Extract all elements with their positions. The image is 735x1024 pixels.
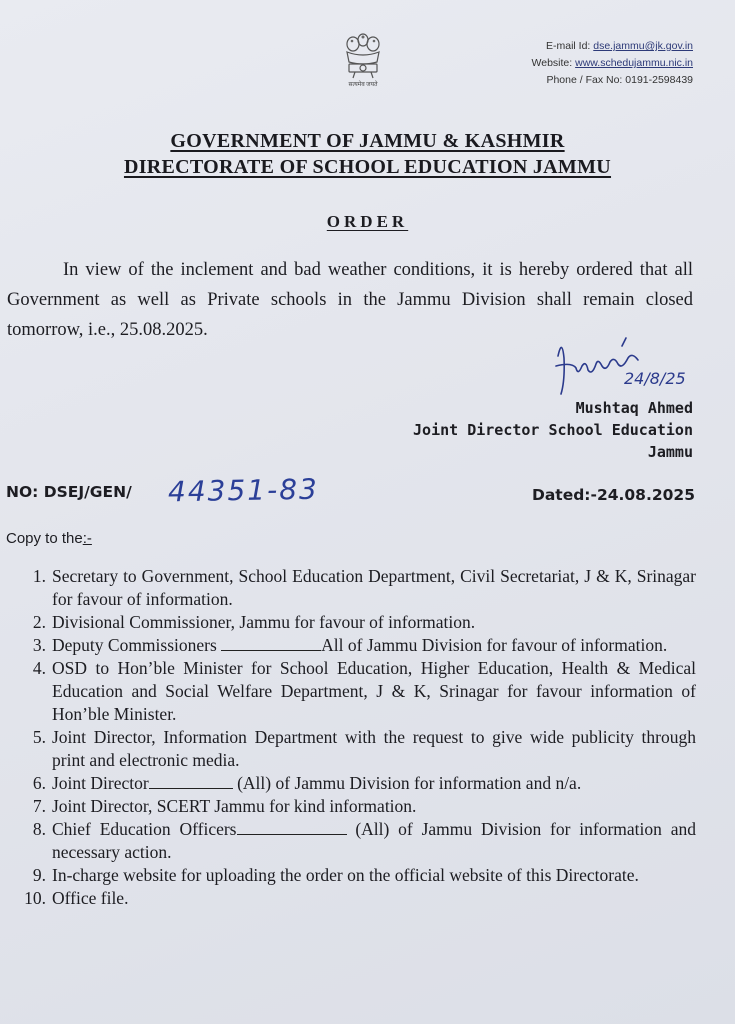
list-item-text <box>52 818 696 864</box>
order-date: Dated:-24.08.2025 <box>531 486 695 504</box>
order-body-text: In view of the inclement and bad weather conditions, it is hereby ordered that all Government as well as Private schools in the Jammu Division shall remain closed tomorrow, i.e., 25.08.2025. <box>7 260 693 340</box>
order-body <box>7 255 693 345</box>
list-item-text: Secretary to Government, School Education Department, Civil Secretariat, J & K, Srinagar for favour of information. <box>52 566 696 609</box>
list-item <box>20 795 696 818</box>
phone-line: Phone / Fax No: 0191-2598439 <box>546 74 693 86</box>
list-item-text: Office file. <box>52 888 129 908</box>
list-item-text-start: Chief Education Officers <box>52 819 237 839</box>
list-item-number: 9. <box>32 865 46 885</box>
directorate-heading <box>0 156 735 179</box>
emblem-caption: सत्यमेव जयते <box>348 82 378 88</box>
email-link[interactable]: dse.jammu@jk.gov.in <box>593 40 693 52</box>
list-item <box>20 887 696 910</box>
website-line <box>532 55 693 72</box>
order-heading-text: ORDER <box>326 212 409 231</box>
list-item-text: OSD to Hon’ble Minister for School Education, Higher Education, Health & Medical Education and Social Welfare Department, J & K, Srinagar for favour information of Hon’ble Minister. <box>52 658 696 724</box>
list-item-text: Joint Director, Information Department with the request to give wide publicity through print and electronic media. <box>52 727 696 770</box>
list-item <box>20 634 696 657</box>
list-item-number: 8. <box>32 819 46 839</box>
list-item <box>20 818 696 864</box>
government-heading-text: GOVERNMENT OF JAMMU & KASHMIR <box>170 130 565 152</box>
list-item-number: 10. <box>24 888 46 908</box>
list-item-number: 1. <box>32 566 46 586</box>
website-label: Website: <box>531 57 573 69</box>
signature-date: 24/8/25 <box>624 369 686 388</box>
list-item <box>20 726 696 772</box>
fill-in-blank <box>237 822 347 835</box>
copy-to-text: Copy to the <box>6 530 83 547</box>
signatory-block <box>413 397 693 463</box>
list-item-number: 6. <box>32 773 46 793</box>
government-heading <box>0 130 735 153</box>
list-item-text <box>52 772 696 795</box>
handwritten-signature <box>552 336 720 398</box>
list-item-number: 2. <box>32 612 46 632</box>
list-item-number: 3. <box>32 635 46 655</box>
order-number-label: NO: DSEJ/GEN/ <box>6 483 132 501</box>
copy-to-label <box>6 530 92 547</box>
list-item <box>20 772 696 795</box>
list-item-text-end: (All) of Jammu Division for information and necessary action. <box>52 819 696 862</box>
email-line <box>532 38 693 55</box>
signatory-place: Jammu <box>647 443 693 461</box>
list-item-number: 7. <box>32 796 46 816</box>
list-item-text <box>52 634 696 657</box>
list-item <box>20 657 696 726</box>
fill-in-blank <box>149 776 233 789</box>
order-number-handwritten: 44351-83 <box>167 472 320 509</box>
list-item-text-end: (All) of Jammu Division for information and n/a. <box>232 773 582 793</box>
signatory-name: Mushtaq Ahmed <box>575 399 693 417</box>
signatory-designation: Joint Director School Education <box>413 421 693 439</box>
list-item <box>20 565 696 611</box>
list-item-text: In-charge website for uploading the order on the official website of this Directorate. <box>52 865 639 885</box>
list-item-text-start: Joint Director <box>52 773 149 793</box>
fill-in-blank <box>221 638 321 651</box>
list-item-text: Joint Director, SCERT Jammu for kind information. <box>52 796 417 816</box>
list-item-number: 4. <box>32 658 46 678</box>
email-label: E-mail Id: <box>545 40 591 52</box>
list-item <box>20 611 696 634</box>
list-item-number: 5. <box>32 727 46 747</box>
distribution-list <box>20 565 696 910</box>
order-heading <box>0 212 735 232</box>
contact-info <box>532 38 693 89</box>
directorate-heading-text: DIRECTORATE OF SCHOOL EDUCATION JAMMU <box>123 156 612 178</box>
website-link[interactable]: www.schedujammu.nic.in <box>575 57 693 69</box>
list-item-text: Divisional Commissioner, Jammu for favour of information. <box>52 612 476 632</box>
copy-to-suffix: :- <box>82 530 92 547</box>
list-item-text-start: Deputy Commissioners <box>52 635 222 655</box>
list-item <box>20 864 696 887</box>
list-item-text-end: All of Jammu Division for favour of information. <box>321 635 668 655</box>
